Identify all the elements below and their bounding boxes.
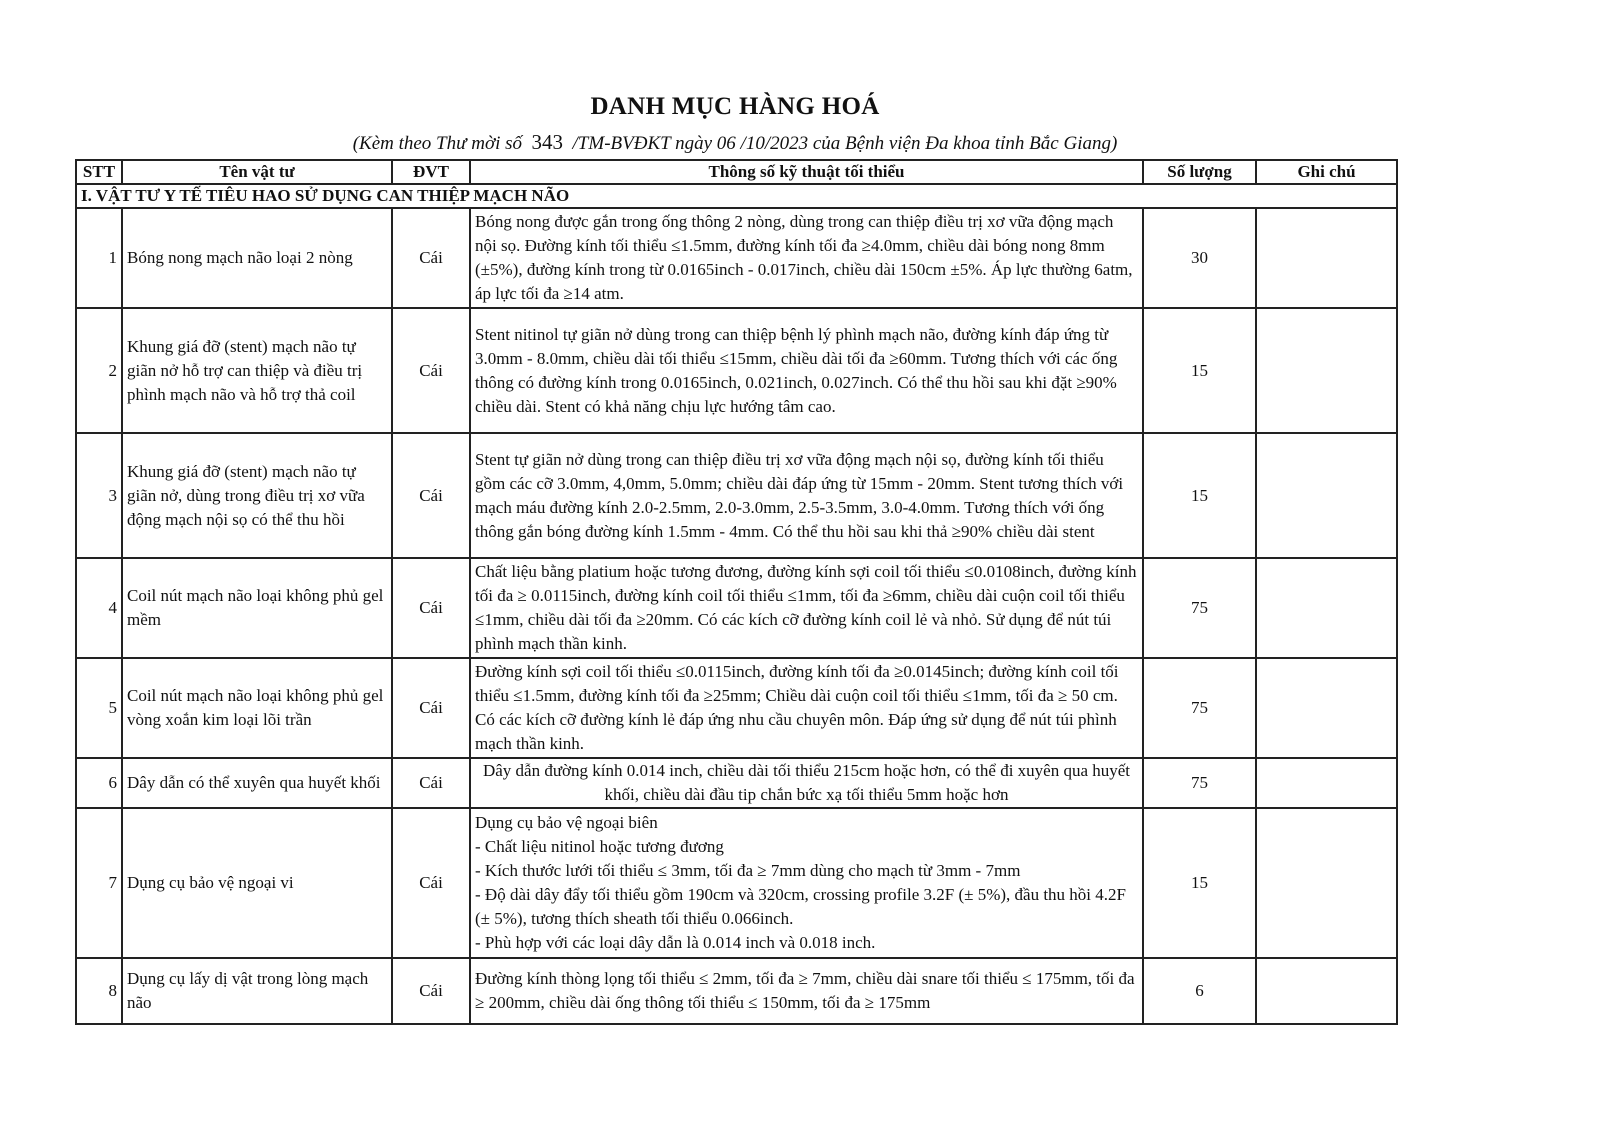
row-unit: Cái	[392, 308, 470, 433]
row-quantity: 15	[1143, 808, 1256, 958]
spec-line: - Chất liệu nitinol hoặc tương đương	[475, 837, 724, 856]
row-item-name: Dây dẫn có thể xuyên qua huyết khối	[122, 758, 392, 808]
header-stt: STT	[76, 160, 122, 184]
row-quantity: 75	[1143, 658, 1256, 758]
row-specs: Stent nitinol tự giãn nở dùng trong can thiệp bệnh lý phình mạch não, đường kính đáp ứng từ 3.0mm - 8.0mm, chiều dài tối thiểu ≤15mm, chiều dài tối đa ≥60mm. Tương thích với các ống thông có đường kính trong 0.0165inch, 0.021inch, 0.027inch. Có thể thu hồi sau khi đặt ≥90% chiều dài. Stent có khả năng chịu lực hướng tâm cao.	[470, 308, 1143, 433]
row-item-name: Khung giá đỡ (stent) mạch não tự giãn nở hỗ trợ can thiệp và điều trị phình mạch não và hỗ trợ thả coil	[122, 308, 392, 433]
section-row	[76, 184, 1397, 208]
header-unit: ĐVT	[392, 160, 470, 184]
document-subtitle	[0, 130, 1470, 155]
row-unit: Cái	[392, 808, 470, 958]
row-notes	[1256, 208, 1397, 308]
table-row	[76, 958, 1397, 1024]
subtitle-suffix: /TM-BVĐKT ngày 06 /10/2023 của Bệnh viện Đa khoa tỉnh Bắc Giang)	[572, 133, 1118, 154]
row-unit: Cái	[392, 433, 470, 558]
row-specs: Dây dẫn đường kính 0.014 inch, chiều dài tối thiểu 215cm hoặc hơn, có thể đi xuyên qua huyết khối, chiều dài đầu tip chắn bức xạ tối thiểu 5mm hoặc hơn	[470, 758, 1143, 808]
document-title: DANH MỤC HÀNG HOÁ	[590, 93, 880, 120]
goods-table	[75, 159, 1398, 1025]
spec-line: - Kích thước lưới tối thiểu ≤ 3mm, tối đa ≥ 7mm dùng cho mạch từ 3mm - 7mm	[475, 861, 1021, 880]
row-unit: Cái	[392, 758, 470, 808]
row-stt: 6	[76, 758, 122, 808]
table-row	[76, 208, 1397, 308]
row-notes	[1256, 958, 1397, 1024]
table-header-row	[76, 160, 1397, 184]
row-stt: 8	[76, 958, 122, 1024]
row-unit: Cái	[392, 958, 470, 1024]
row-item-name: Coil nút mạch não loại không phủ gel vòng xoắn kim loại lõi trần	[122, 658, 392, 758]
header-notes: Ghi chú	[1256, 160, 1397, 184]
row-specs: Đường kính thòng lọng tối thiểu ≤ 2mm, tối đa ≥ 7mm, chiều dài snare tối thiểu ≤ 175mm, tối đa ≥ 200mm, chiều dài ống thông tối thiểu ≤ 150mm, tối đa ≥ 175mm	[470, 958, 1143, 1024]
section-title: I. VẬT TƯ Y TẾ TIÊU HAO SỬ DỤNG CAN THIỆP MẠCH NÃO	[76, 184, 1397, 208]
row-unit: Cái	[392, 558, 470, 658]
row-unit: Cái	[392, 208, 470, 308]
row-notes	[1256, 558, 1397, 658]
row-stt: 3	[76, 433, 122, 558]
row-quantity: 6	[1143, 958, 1256, 1024]
spec-line: - Phù hợp với các loại dây dẫn là 0.014 inch và 0.018 inch.	[475, 933, 876, 952]
row-stt: 5	[76, 658, 122, 758]
row-notes	[1256, 308, 1397, 433]
table-row	[76, 308, 1397, 433]
row-quantity: 15	[1143, 308, 1256, 433]
row-notes	[1256, 808, 1397, 958]
header-specs: Thông số kỹ thuật tối thiểu	[470, 160, 1143, 184]
spec-line: Dụng cụ bảo vệ ngoại biên	[475, 813, 658, 832]
row-specs	[470, 808, 1143, 958]
spec-line: - Độ dài dây đẩy tối thiểu gồm 190cm và 320cm, crossing profile 3.2F (± 5%), đầu thu hồi 4.2F (± 5%), tương thích sheath tối thiểu 0.066inch.	[475, 885, 1126, 928]
row-item-name: Dụng cụ lấy dị vật trong lòng mạch não	[122, 958, 392, 1024]
table-row	[76, 758, 1397, 808]
row-notes	[1256, 758, 1397, 808]
row-stt: 1	[76, 208, 122, 308]
row-unit: Cái	[392, 658, 470, 758]
row-quantity: 75	[1143, 758, 1256, 808]
table-row	[76, 558, 1397, 658]
row-quantity: 75	[1143, 558, 1256, 658]
row-specs: Đường kính sợi coil tối thiểu ≤0.0115inch, đường kính tối đa ≥0.0145inch; đường kính coil tối thiểu ≤1.5mm, đường kính tối đa ≥25mm; Chiều dài cuộn coil tối thiểu ≤1mm, tối đa ≥ 50 cm. Có các kích cỡ đường kính lẻ đáp ứng nhu cầu chuyên môn. Đáp ứng sử dụng để nút túi phình mạch thần kinh.	[470, 658, 1143, 758]
header-quantity: Số lượng	[1143, 160, 1256, 184]
row-quantity: 15	[1143, 433, 1256, 558]
row-item-name: Bóng nong mạch não loại 2 nòng	[122, 208, 392, 308]
header-item-name: Tên vật tư	[122, 160, 392, 184]
row-item-name: Khung giá đỡ (stent) mạch não tự giãn nở, dùng trong điều trị xơ vữa động mạch nội sọ có thể thu hồi	[122, 433, 392, 558]
table-row	[76, 658, 1397, 758]
table-row	[76, 808, 1397, 958]
row-notes	[1256, 433, 1397, 558]
row-specs: Stent tự giãn nở dùng trong can thiệp điều trị xơ vữa động mạch nội sọ, đường kính tối thiểu gồm các cỡ 3.0mm, 4,0mm, 5.0mm; chiều dài đáp ứng từ 15mm - 20mm. Stent tương thích với mạch máu đường kính 2.0-2.5mm, 2.0-3.0mm, 2.5-3.5mm, 3.0-4.0mm. Tương thích với ống thông gắn bóng đường kính 1.5mm - 4mm. Có thể thu hồi sau khi thả ≥90% chiều dài stent	[470, 433, 1143, 558]
row-item-name: Coil nút mạch não loại không phủ gel mềm	[122, 558, 392, 658]
invitation-number: 343	[531, 130, 564, 154]
row-item-name: Dụng cụ bảo vệ ngoại vi	[122, 808, 392, 958]
row-stt: 2	[76, 308, 122, 433]
row-specs: Bóng nong được gắn trong ống thông 2 nòng, dùng trong can thiệp điều trị xơ vữa động mạch nội sọ. Đường kính tối thiểu ≤1.5mm, đường kính tối đa ≥4.0mm, chiều dài bóng nong 8mm (±5%), đường kính trong từ 0.0165inch - 0.017inch, chiều dài 150cm ±5%. Áp lực thường 6atm, áp lực tối đa ≥14 atm.	[470, 208, 1143, 308]
row-quantity: 30	[1143, 208, 1256, 308]
row-specs: Chất liệu bằng platium hoặc tương đương, đường kính sợi coil tối thiểu ≤0.0108inch, đường kính tối đa ≥ 0.0115inch, đường kính coil tối thiểu ≤1mm, tối đa ≥6mm, chiều dài cuộn coil tối thiểu ≤1mm, chiều dài tối đa ≥20mm. Có các kích cỡ đường kính coil lẻ và nhỏ. Sử dụng để nút túi phình mạch thần kinh.	[470, 558, 1143, 658]
row-notes	[1256, 658, 1397, 758]
row-stt: 4	[76, 558, 122, 658]
row-stt: 7	[76, 808, 122, 958]
subtitle-prefix: (Kèm theo Thư mời số	[352, 133, 523, 154]
table-row	[76, 433, 1397, 558]
